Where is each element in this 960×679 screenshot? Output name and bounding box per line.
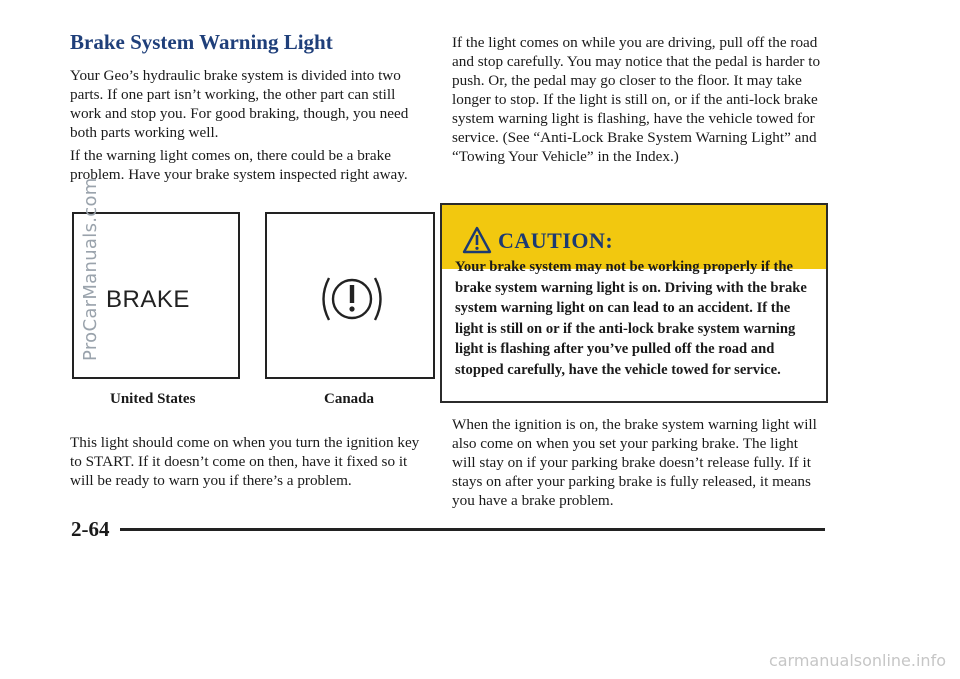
warning-triangle-icon [462,226,492,254]
side-watermark: ProCarManuals.com [80,177,101,361]
right-para-1: If the light comes on while you are driving, pull off the road and stop carefully. You may notice that the pedal is harder to push. Or, the pedal may go closer to the floor. It may take longer to stop. If the light is still on, or if the anti-lock brake system warning light is flashing, have the vehicle towed for service. (See “Anti-Lock Brake System Warning Light” and “Towing Your Vehicle” in the Index.) [452,34,821,165]
brake-symbol-canada-box [265,212,435,379]
caution-box [440,203,828,403]
right-para-2: When the ignition is on, the brake system warning light will also come on when you set your parking brake. The light will stay on if your parking brake doesn’t release fully. If it stays on after your parking brake is fully released, it means you have a brake problem. [452,416,817,509]
footer-rule [120,528,825,531]
page-title: Brake System Warning Light [70,30,333,54]
left-para-2: If the warning light comes on, there could be a brake problem. Have your brake system inspected right away. [70,147,408,183]
caption-canada: Canada [324,391,375,407]
left-para-1: Your Geo’s hydraulic brake system is divided into two parts. If one part isn’t working, the other part can still work and stop you. For good braking, though, you need both parts working well. [70,67,409,141]
caution-title: CAUTION: [498,228,614,253]
brake-warning-icon [312,264,392,334]
page-number: 2-64 [71,517,110,541]
left-para-3: This light should come on when you turn the ignition key to START. If it doesn’t come on then, have it fixed so it will be ready to warn you if there’s a problem. [70,434,420,489]
caption-united-states: United States [110,391,196,407]
caution-text: Your brake system may not be working properly if the brake system warning light is on. Driving with the brake system warning light on can lead to an accident. If the light is still on or if the anti-lock brake system warning light is flashing after you’ve pulled off the road and stopped carefully, have the vehicle towed for service. [455,259,807,378]
brake-text-symbol: BRAKE [106,286,190,313]
footer-watermark: carmanualsonline.info [768,651,946,670]
